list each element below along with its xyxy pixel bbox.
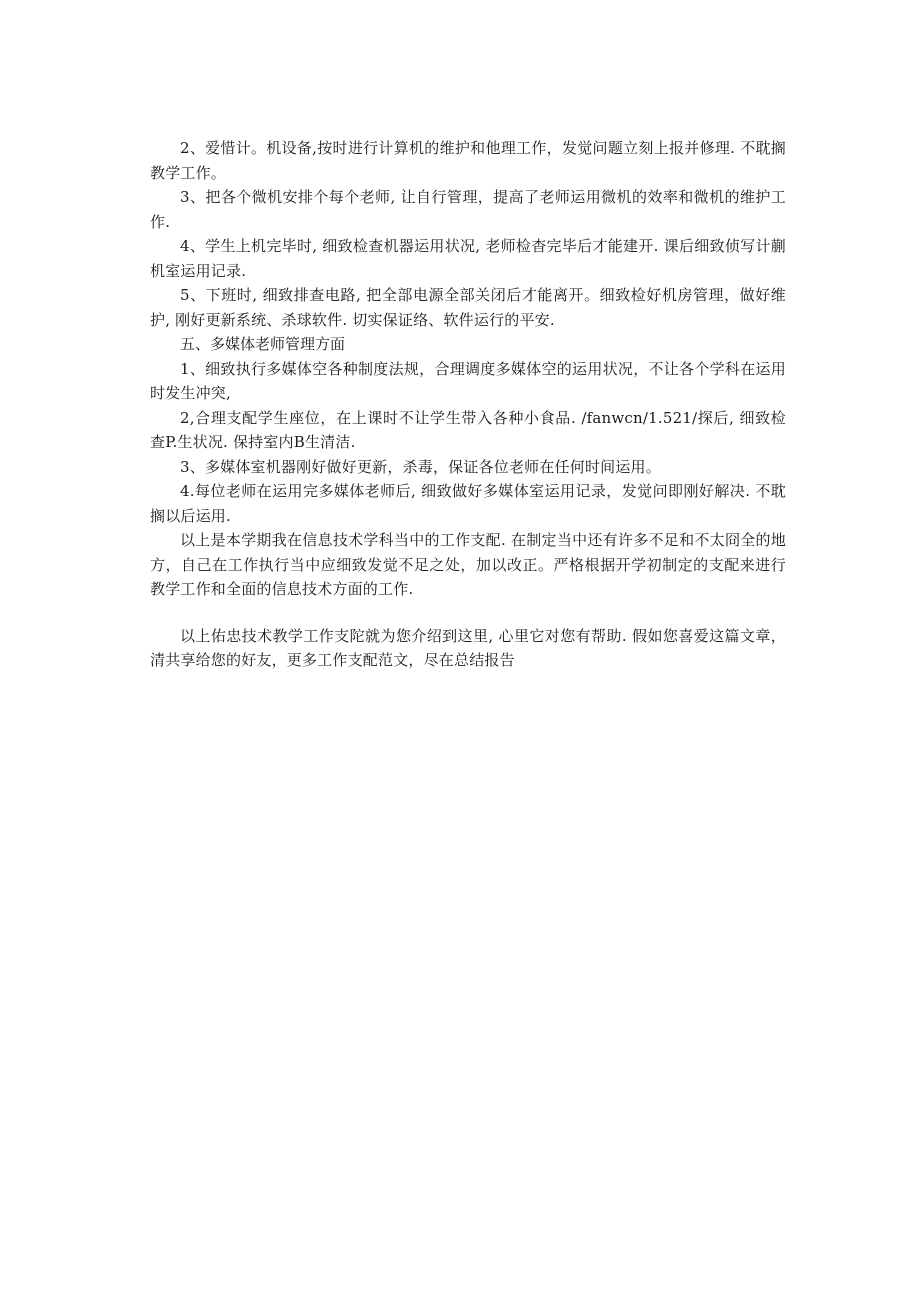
section-item-3: 3、多媒体室机器刚好做好更新，杀毒，保证各位老师在任何时间运用。	[180, 457, 661, 476]
paragraph-item-4: 4、学生上机完毕时, 细致检查机器运用状况, 老师检杳完毕后才能建开. 课后细致侦写计蒯机室运用记录.	[150, 237, 786, 280]
section-item-4: 4.每位老师在运用完多媒体老师后, 细致做好多媒体室运用记录，发觉问即刚好解决. 不耽搁以后运用.	[150, 482, 786, 525]
section-item-1: 1、细致执行多媒体空各种制度法规，合理调度多媒体空的运用状况，不让各个学科在运用时发生冲突,	[150, 359, 786, 402]
paragraph-gap	[150, 602, 786, 624]
paragraph-item-5: 5、下班时, 细致排查电路, 把全部电源全部关闭后才能离开。细致检好机房管理，做好维护, 刚好更新系统、杀球软件. 切实保证络、软件运行的平安.	[150, 286, 786, 329]
section-heading: 五、多媒体老师管理方面	[180, 335, 346, 353]
paragraph-item-2: 2、爱惜计。机设备,按时进行计算机的维护和他理工作，发觉问题立刻上报并修理. 不耽搁教学工作。	[150, 139, 786, 182]
closing-paragraph: 以上佑忠技术教学工作支陀就为您介绍到这里, 心里它对您有帮助. 假如您喜爱这篇文章，清共享给您的好友，更多工作支配范文，尽在总结报告	[150, 626, 786, 669]
summary-paragraph: 以上是本学期我在信息技术学科当中的工作支配. 在制定当中还有许多不足和不太冏全的地方，自己在工作执行当中应细致发觉不足之处，加以改正。严格根据开学初制定的支配来进行教学工作和全面的信息技术方面的工作.	[150, 531, 786, 598]
section-item-2: 2,合理支配学生座位，在上课时不让学生带入各种小食品. ∕fanwcn∕1.521∕探后, 细致检查P.生状况. 保持室内B生清洁.	[150, 408, 786, 451]
paragraph-item-3: 3、把各个微机安排个每个老师, 让自行管理，提高了老师运用微机的效率和微机的维护工作.	[150, 188, 786, 231]
document-body	[150, 136, 786, 673]
